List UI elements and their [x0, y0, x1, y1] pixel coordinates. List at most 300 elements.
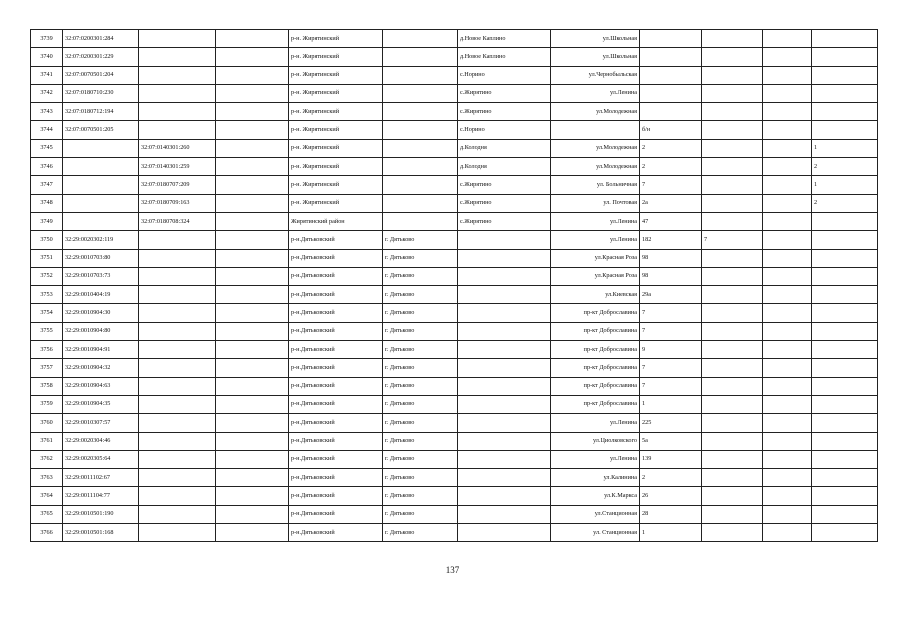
cadastral-number-cell: 32:29:0020302:119 — [63, 231, 139, 249]
house-number-cell: 182 — [640, 231, 702, 249]
cadastral-number-cell: 32:29:0010501:190 — [63, 505, 139, 523]
row-number-cell: 3765 — [31, 505, 63, 523]
extra-cell — [763, 450, 812, 468]
building-cell — [702, 341, 763, 359]
empty-cell — [216, 341, 289, 359]
city-cell: г. Дятьково — [383, 469, 458, 487]
building-cell — [702, 176, 763, 194]
house-number-cell: 28 — [640, 505, 702, 523]
city-cell — [383, 176, 458, 194]
apartment-cell — [812, 267, 878, 285]
district-cell: р-н.Дятьковский — [289, 487, 383, 505]
table-row — [31, 66, 878, 84]
house-number-cell: 2 — [640, 158, 702, 176]
district-cell: р-н. Жирятинский — [289, 139, 383, 157]
building-cell — [702, 48, 763, 66]
cadastral-number-cell: 32:07:0200301:229 — [63, 48, 139, 66]
apartment-cell — [812, 66, 878, 84]
building-cell — [702, 194, 763, 212]
district-cell: р-н.Дятьковский — [289, 286, 383, 304]
table-row — [31, 432, 878, 450]
apartment-cell — [812, 286, 878, 304]
cadastral-number-cell: 32:29:0010904:35 — [63, 395, 139, 413]
apartment-cell — [812, 469, 878, 487]
house-number-cell: 98 — [640, 267, 702, 285]
building-cell — [702, 121, 763, 139]
empty-cell — [216, 414, 289, 432]
alt-cadastral-number-cell — [139, 432, 216, 450]
settlement-cell — [458, 432, 551, 450]
table-row — [31, 341, 878, 359]
city-cell: г. Дятьково — [383, 231, 458, 249]
apartment-cell: 2 — [812, 158, 878, 176]
empty-cell — [216, 249, 289, 267]
building-cell — [702, 286, 763, 304]
apartment-cell: 1 — [812, 139, 878, 157]
apartment-cell — [812, 103, 878, 121]
settlement-cell — [458, 505, 551, 523]
city-cell: г. Дятьково — [383, 267, 458, 285]
empty-cell — [216, 267, 289, 285]
building-cell — [702, 139, 763, 157]
district-cell: р-н.Дятьковский — [289, 524, 383, 542]
district-cell: р-н. Жирятинский — [289, 48, 383, 66]
table-row — [31, 395, 878, 413]
extra-cell — [763, 505, 812, 523]
row-number-cell: 3741 — [31, 66, 63, 84]
empty-cell — [216, 322, 289, 340]
street-cell: ул.Молодежная — [551, 139, 640, 157]
building-cell — [702, 377, 763, 395]
street-cell: ул.Калинина — [551, 469, 640, 487]
row-number-cell: 3756 — [31, 341, 63, 359]
city-cell: г. Дятьково — [383, 377, 458, 395]
extra-cell — [763, 524, 812, 542]
row-number-cell: 3758 — [31, 377, 63, 395]
extra-cell — [763, 176, 812, 194]
cadastral-number-cell: 32:29:0010904:30 — [63, 304, 139, 322]
alt-cadastral-number-cell — [139, 487, 216, 505]
district-cell: р-н.Дятьковский — [289, 359, 383, 377]
extra-cell — [763, 139, 812, 157]
district-cell: р-н.Дятьковский — [289, 341, 383, 359]
house-number-cell: 225 — [640, 414, 702, 432]
street-cell — [551, 121, 640, 139]
table-row — [31, 505, 878, 523]
table-row — [31, 84, 878, 102]
alt-cadastral-number-cell — [139, 249, 216, 267]
cadastral-number-cell: 32:07:0180712:194 — [63, 103, 139, 121]
registry-body — [31, 30, 878, 542]
empty-cell — [216, 66, 289, 84]
house-number-cell: 2а — [640, 194, 702, 212]
cadastral-number-cell — [63, 194, 139, 212]
building-cell — [702, 487, 763, 505]
district-cell: р-н.Дятьковский — [289, 469, 383, 487]
district-cell: р-н. Жирятинский — [289, 84, 383, 102]
cadastral-number-cell: 32:07:0070501:204 — [63, 66, 139, 84]
alt-cadastral-number-cell: 32:07:0180708:324 — [139, 212, 216, 230]
building-cell — [702, 30, 763, 48]
apartment-cell — [812, 377, 878, 395]
district-cell: р-н.Дятьковский — [289, 249, 383, 267]
alt-cadastral-number-cell — [139, 84, 216, 102]
building-cell — [702, 267, 763, 285]
settlement-cell — [458, 267, 551, 285]
extra-cell — [763, 359, 812, 377]
district-cell: р-н.Дятьковский — [289, 231, 383, 249]
city-cell: г. Дятьково — [383, 524, 458, 542]
building-cell — [702, 103, 763, 121]
row-number-cell: 3742 — [31, 84, 63, 102]
street-cell: ул.Молодежная — [551, 158, 640, 176]
table-row — [31, 158, 878, 176]
row-number-cell: 3749 — [31, 212, 63, 230]
row-number-cell: 3761 — [31, 432, 63, 450]
building-cell — [702, 212, 763, 230]
extra-cell — [763, 30, 812, 48]
building-cell: 7 — [702, 231, 763, 249]
alt-cadastral-number-cell — [139, 322, 216, 340]
city-cell: г. Дятьково — [383, 432, 458, 450]
apartment-cell — [812, 322, 878, 340]
settlement-cell — [458, 450, 551, 468]
street-cell: ул. Станционная — [551, 524, 640, 542]
row-number-cell: 3759 — [31, 395, 63, 413]
alt-cadastral-number-cell — [139, 286, 216, 304]
district-cell: р-н.Дятьковский — [289, 322, 383, 340]
table-row — [31, 103, 878, 121]
row-number-cell: 3746 — [31, 158, 63, 176]
cadastral-number-cell: 32:07:0070501:205 — [63, 121, 139, 139]
house-number-cell: 7 — [640, 359, 702, 377]
empty-cell — [216, 395, 289, 413]
district-cell: р-н. Жирятинский — [289, 176, 383, 194]
district-cell: р-н.Дятьковский — [289, 267, 383, 285]
settlement-cell: с.Жирятино — [458, 212, 551, 230]
extra-cell — [763, 414, 812, 432]
alt-cadastral-number-cell: 32:07:0140301:259 — [139, 158, 216, 176]
table-row — [31, 30, 878, 48]
building-cell — [702, 432, 763, 450]
settlement-cell — [458, 231, 551, 249]
settlement-cell: с.Жирятино — [458, 194, 551, 212]
district-cell: р-н. Жирятинский — [289, 158, 383, 176]
table-row — [31, 487, 878, 505]
alt-cadastral-number-cell — [139, 304, 216, 322]
apartment-cell — [812, 524, 878, 542]
city-cell — [383, 194, 458, 212]
empty-cell — [216, 30, 289, 48]
empty-cell — [216, 231, 289, 249]
table-row — [31, 267, 878, 285]
settlement-cell — [458, 359, 551, 377]
extra-cell — [763, 194, 812, 212]
cadastral-number-cell: 32:29:0010904:80 — [63, 322, 139, 340]
street-cell: ул.Киевская — [551, 286, 640, 304]
extra-cell — [763, 121, 812, 139]
alt-cadastral-number-cell — [139, 66, 216, 84]
extra-cell — [763, 322, 812, 340]
cadastral-number-cell: 32:07:0180710:230 — [63, 84, 139, 102]
table-row — [31, 377, 878, 395]
building-cell — [702, 158, 763, 176]
building-cell — [702, 359, 763, 377]
table-row — [31, 249, 878, 267]
table-row — [31, 121, 878, 139]
row-number-cell: 3739 — [31, 30, 63, 48]
building-cell — [702, 395, 763, 413]
district-cell: р-н.Дятьковский — [289, 432, 383, 450]
apartment-cell — [812, 450, 878, 468]
empty-cell — [216, 359, 289, 377]
settlement-cell: с.Норино — [458, 66, 551, 84]
empty-cell — [216, 48, 289, 66]
table-row — [31, 176, 878, 194]
alt-cadastral-number-cell — [139, 103, 216, 121]
table-row — [31, 212, 878, 230]
house-number-cell: 7 — [640, 176, 702, 194]
district-cell: р-н.Дятьковский — [289, 450, 383, 468]
alt-cadastral-number-cell: 32:07:0180707:209 — [139, 176, 216, 194]
cadastral-number-cell: 32:29:0010703:73 — [63, 267, 139, 285]
row-number-cell: 3750 — [31, 231, 63, 249]
street-cell: пр-кт Доброславина — [551, 359, 640, 377]
extra-cell — [763, 103, 812, 121]
cadastral-number-cell: 32:29:0020305:64 — [63, 450, 139, 468]
settlement-cell: с.Жирятино — [458, 176, 551, 194]
house-number-cell — [640, 30, 702, 48]
house-number-cell — [640, 84, 702, 102]
settlement-cell: д.Колодня — [458, 158, 551, 176]
row-number-cell: 3764 — [31, 487, 63, 505]
cadastral-number-cell: 32:29:0010307:57 — [63, 414, 139, 432]
apartment-cell — [812, 84, 878, 102]
building-cell — [702, 249, 763, 267]
settlement-cell: с.Жирятино — [458, 84, 551, 102]
house-number-cell: 7 — [640, 304, 702, 322]
apartment-cell: 1 — [812, 176, 878, 194]
alt-cadastral-number-cell — [139, 267, 216, 285]
cadastral-number-cell: 32:29:0011104:77 — [63, 487, 139, 505]
street-cell: пр-кт Доброславина — [551, 304, 640, 322]
house-number-cell — [640, 103, 702, 121]
row-number-cell: 3753 — [31, 286, 63, 304]
registry-sheet — [30, 29, 877, 542]
city-cell: г. Дятьково — [383, 286, 458, 304]
city-cell — [383, 103, 458, 121]
settlement-cell: д.Новое Каплино — [458, 48, 551, 66]
apartment-cell — [812, 432, 878, 450]
empty-cell — [216, 84, 289, 102]
empty-cell — [216, 176, 289, 194]
extra-cell — [763, 66, 812, 84]
house-number-cell: 1 — [640, 524, 702, 542]
row-number-cell: 3748 — [31, 194, 63, 212]
table-row — [31, 304, 878, 322]
street-cell: ул.Чернобыльская — [551, 66, 640, 84]
table-row — [31, 469, 878, 487]
city-cell: г. Дятьково — [383, 450, 458, 468]
street-cell: пр-кт Доброславина — [551, 341, 640, 359]
house-number-cell: 5а — [640, 432, 702, 450]
alt-cadastral-number-cell — [139, 377, 216, 395]
extra-cell — [763, 469, 812, 487]
cadastral-number-cell: 32:29:0010501:168 — [63, 524, 139, 542]
table-row — [31, 414, 878, 432]
settlement-cell — [458, 249, 551, 267]
apartment-cell — [812, 212, 878, 230]
alt-cadastral-number-cell — [139, 48, 216, 66]
house-number-cell: 7 — [640, 322, 702, 340]
table-row — [31, 48, 878, 66]
alt-cadastral-number-cell — [139, 359, 216, 377]
row-number-cell: 3757 — [31, 359, 63, 377]
row-number-cell: 3743 — [31, 103, 63, 121]
city-cell — [383, 66, 458, 84]
empty-cell — [216, 121, 289, 139]
settlement-cell — [458, 487, 551, 505]
cadastral-number-cell: 32:29:0011102:67 — [63, 469, 139, 487]
settlement-cell — [458, 469, 551, 487]
street-cell: ул.Молодежная — [551, 103, 640, 121]
row-number-cell: 3755 — [31, 322, 63, 340]
apartment-cell — [812, 414, 878, 432]
street-cell: ул.Ленина — [551, 414, 640, 432]
cadastral-number-cell: 32:29:0010904:91 — [63, 341, 139, 359]
city-cell: г. Дятьково — [383, 395, 458, 413]
alt-cadastral-number-cell — [139, 524, 216, 542]
house-number-cell: 2 — [640, 139, 702, 157]
district-cell: р-н. Жирятинский — [289, 66, 383, 84]
extra-cell — [763, 395, 812, 413]
empty-cell — [216, 469, 289, 487]
alt-cadastral-number-cell — [139, 450, 216, 468]
cadastral-number-cell: 32:29:0010904:63 — [63, 377, 139, 395]
building-cell — [702, 304, 763, 322]
house-number-cell: 9 — [640, 341, 702, 359]
district-cell: р-н.Дятьковский — [289, 304, 383, 322]
house-number-cell: 98 — [640, 249, 702, 267]
extra-cell — [763, 432, 812, 450]
street-cell: пр-кт Доброславина — [551, 395, 640, 413]
street-cell: пр-кт Доброславина — [551, 322, 640, 340]
alt-cadastral-number-cell — [139, 341, 216, 359]
apartment-cell — [812, 30, 878, 48]
extra-cell — [763, 487, 812, 505]
apartment-cell — [812, 487, 878, 505]
alt-cadastral-number-cell — [139, 231, 216, 249]
street-cell: ул.Ленина — [551, 84, 640, 102]
alt-cadastral-number-cell — [139, 505, 216, 523]
row-number-cell: 3744 — [31, 121, 63, 139]
apartment-cell: 2 — [812, 194, 878, 212]
extra-cell — [763, 84, 812, 102]
house-number-cell: 47 — [640, 212, 702, 230]
property-registry-table — [30, 29, 878, 542]
district-cell: Жирятинский район — [289, 212, 383, 230]
cadastral-number-cell: 32:29:0020304:46 — [63, 432, 139, 450]
street-cell: ул.Школьная — [551, 30, 640, 48]
extra-cell — [763, 212, 812, 230]
row-number-cell: 3760 — [31, 414, 63, 432]
apartment-cell — [812, 121, 878, 139]
city-cell: г. Дятьково — [383, 414, 458, 432]
row-number-cell: 3751 — [31, 249, 63, 267]
settlement-cell: с.Норино — [458, 121, 551, 139]
building-cell — [702, 66, 763, 84]
district-cell: р-н.Дятьковский — [289, 505, 383, 523]
district-cell: р-н.Дятьковский — [289, 414, 383, 432]
empty-cell — [216, 377, 289, 395]
house-number-cell: 139 — [640, 450, 702, 468]
city-cell — [383, 48, 458, 66]
city-cell — [383, 158, 458, 176]
house-number-cell: 1 — [640, 395, 702, 413]
street-cell: ул. Больничная — [551, 176, 640, 194]
cadastral-number-cell — [63, 139, 139, 157]
house-number-cell: б/н — [640, 121, 702, 139]
extra-cell — [763, 377, 812, 395]
street-cell: ул.Ленина — [551, 212, 640, 230]
city-cell: г. Дятьково — [383, 505, 458, 523]
empty-cell — [216, 212, 289, 230]
extra-cell — [763, 48, 812, 66]
table-row — [31, 231, 878, 249]
building-cell — [702, 505, 763, 523]
apartment-cell — [812, 341, 878, 359]
apartment-cell — [812, 359, 878, 377]
street-cell: ул.К.Маркса — [551, 487, 640, 505]
extra-cell — [763, 267, 812, 285]
cadastral-number-cell — [63, 158, 139, 176]
table-row — [31, 359, 878, 377]
street-cell: ул.Ленина — [551, 231, 640, 249]
settlement-cell — [458, 304, 551, 322]
extra-cell — [763, 304, 812, 322]
district-cell: р-н.Дятьковский — [289, 395, 383, 413]
settlement-cell — [458, 414, 551, 432]
alt-cadastral-number-cell — [139, 414, 216, 432]
alt-cadastral-number-cell — [139, 395, 216, 413]
building-cell — [702, 414, 763, 432]
city-cell: г. Дятьково — [383, 304, 458, 322]
alt-cadastral-number-cell: 32:07:0140301:260 — [139, 139, 216, 157]
empty-cell — [216, 432, 289, 450]
row-number-cell: 3745 — [31, 139, 63, 157]
city-cell: г. Дятьково — [383, 487, 458, 505]
cadastral-number-cell: 32:29:0010904:32 — [63, 359, 139, 377]
street-cell: ул.Красная Роза — [551, 267, 640, 285]
city-cell — [383, 121, 458, 139]
row-number-cell: 3747 — [31, 176, 63, 194]
alt-cadastral-number-cell — [139, 121, 216, 139]
empty-cell — [216, 450, 289, 468]
empty-cell — [216, 139, 289, 157]
house-number-cell: 7 — [640, 377, 702, 395]
settlement-cell: д.Колодня — [458, 139, 551, 157]
cadastral-number-cell — [63, 176, 139, 194]
empty-cell — [216, 505, 289, 523]
settlement-cell: д.Новое Каплино — [458, 30, 551, 48]
empty-cell — [216, 524, 289, 542]
row-number-cell: 3762 — [31, 450, 63, 468]
empty-cell — [216, 286, 289, 304]
alt-cadastral-number-cell — [139, 469, 216, 487]
settlement-cell — [458, 286, 551, 304]
settlement-cell: с.Жирятино — [458, 103, 551, 121]
settlement-cell — [458, 341, 551, 359]
